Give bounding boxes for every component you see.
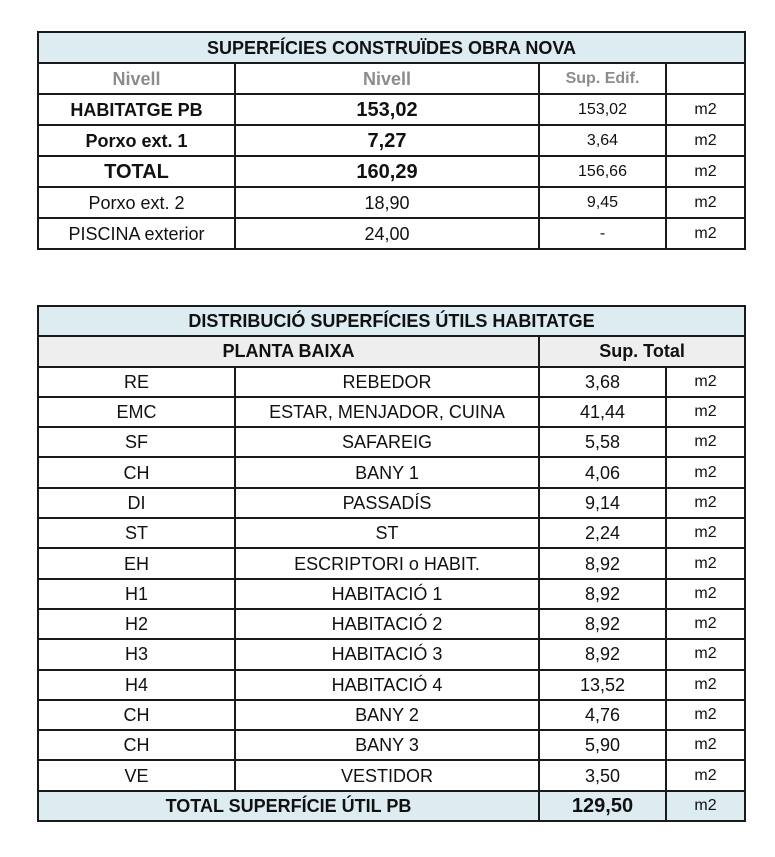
table-row <box>38 457 745 487</box>
table-title-row <box>38 32 745 63</box>
row-name: Porxo ext. 2 <box>38 187 235 218</box>
room-name: ST <box>235 518 539 548</box>
room-code: EH <box>38 548 235 578</box>
room-area: 4,76 <box>539 700 666 730</box>
room-code: RE <box>38 367 235 397</box>
room-unit: m2 <box>666 367 745 397</box>
room-name: HABITACIÓ 2 <box>235 609 539 639</box>
row-edif: 3,64 <box>539 125 666 156</box>
row-unit: m2 <box>666 94 745 125</box>
table-header-row <box>38 63 745 94</box>
room-name: BANY 3 <box>235 730 539 760</box>
table-title: DISTRIBUCIÓ SUPERFÍCIES ÚTILS HABITATGE <box>38 306 745 336</box>
table-row <box>38 670 745 700</box>
room-code: H2 <box>38 609 235 639</box>
room-unit: m2 <box>666 579 745 609</box>
total-unit: m2 <box>666 791 745 821</box>
table-row <box>38 700 745 730</box>
room-name: PASSADÍS <box>235 488 539 518</box>
row-unit: m2 <box>666 125 745 156</box>
row-name: Porxo ext. 1 <box>38 125 235 156</box>
total-row <box>38 791 745 821</box>
row-built: 7,27 <box>235 125 539 156</box>
room-unit: m2 <box>666 548 745 578</box>
table-row <box>38 397 745 427</box>
room-unit: m2 <box>666 488 745 518</box>
table-row <box>38 730 745 760</box>
row-edif: 9,45 <box>539 187 666 218</box>
table-title: SUPERFÍCIES CONSTRUÏDES OBRA NOVA <box>38 32 745 63</box>
room-code: DI <box>38 488 235 518</box>
row-name: HABITATGE PB <box>38 94 235 125</box>
row-name: PISCINA exterior <box>38 218 235 249</box>
row-edif: 156,66 <box>539 156 666 187</box>
row-unit: m2 <box>666 187 745 218</box>
room-area: 41,44 <box>539 397 666 427</box>
room-name: VESTIDOR <box>235 760 539 790</box>
header-sup-edif: Sup. Edif. <box>539 63 666 94</box>
table-row <box>38 156 745 187</box>
table-row <box>38 548 745 578</box>
room-name: BANY 1 <box>235 457 539 487</box>
header-level-2: Nivell <box>235 63 539 94</box>
room-name: BANY 2 <box>235 700 539 730</box>
header-unit <box>666 63 745 94</box>
table-row <box>38 94 745 125</box>
header-total: Sup. Total <box>539 336 745 366</box>
room-code: VE <box>38 760 235 790</box>
room-name: HABITACIÓ 3 <box>235 639 539 669</box>
room-area: 8,92 <box>539 609 666 639</box>
row-built: 24,00 <box>235 218 539 249</box>
room-rows <box>38 367 745 791</box>
room-code: ST <box>38 518 235 548</box>
room-code: CH <box>38 730 235 760</box>
header-floor: PLANTA BAIXA <box>38 336 539 366</box>
built-surfaces-table <box>37 31 746 250</box>
room-unit: m2 <box>666 700 745 730</box>
header-level-1: Nivell <box>38 63 235 94</box>
room-area: 9,14 <box>539 488 666 518</box>
table-row <box>38 488 745 518</box>
room-area: 5,90 <box>539 730 666 760</box>
table-title-row <box>38 306 745 336</box>
room-unit: m2 <box>666 730 745 760</box>
table-row <box>38 218 745 249</box>
room-code: H4 <box>38 670 235 700</box>
room-area: 5,58 <box>539 427 666 457</box>
room-area: 8,92 <box>539 579 666 609</box>
table-header-row <box>38 336 745 366</box>
room-unit: m2 <box>666 397 745 427</box>
room-code: CH <box>38 457 235 487</box>
room-unit: m2 <box>666 670 745 700</box>
row-edif: - <box>539 218 666 249</box>
room-area: 3,68 <box>539 367 666 397</box>
room-area: 2,24 <box>539 518 666 548</box>
row-edif: 153,02 <box>539 94 666 125</box>
total-label: TOTAL SUPERFÍCIE ÚTIL PB <box>38 791 539 821</box>
room-name: ESTAR, MENJADOR, CUINA <box>235 397 539 427</box>
room-name: HABITACIÓ 4 <box>235 670 539 700</box>
table-row <box>38 125 745 156</box>
row-unit: m2 <box>666 156 745 187</box>
row-built: 18,90 <box>235 187 539 218</box>
table-row <box>38 187 745 218</box>
room-area: 4,06 <box>539 457 666 487</box>
room-unit: m2 <box>666 760 745 790</box>
room-area: 8,92 <box>539 639 666 669</box>
useful-surfaces-table <box>37 305 746 822</box>
room-unit: m2 <box>666 457 745 487</box>
room-unit: m2 <box>666 609 745 639</box>
room-area: 3,50 <box>539 760 666 790</box>
room-name: REBEDOR <box>235 367 539 397</box>
table-row <box>38 427 745 457</box>
row-built: 160,29 <box>235 156 539 187</box>
row-name: TOTAL <box>38 156 235 187</box>
room-code: SF <box>38 427 235 457</box>
room-name: SAFAREIG <box>235 427 539 457</box>
table-row <box>38 367 745 397</box>
room-unit: m2 <box>666 639 745 669</box>
room-area: 8,92 <box>539 548 666 578</box>
room-name: ESCRIPTORI o HABIT. <box>235 548 539 578</box>
table-row <box>38 579 745 609</box>
room-unit: m2 <box>666 518 745 548</box>
room-code: CH <box>38 700 235 730</box>
room-name: HABITACIÓ 1 <box>235 579 539 609</box>
row-built: 153,02 <box>235 94 539 125</box>
room-code: EMC <box>38 397 235 427</box>
table-row <box>38 609 745 639</box>
row-unit: m2 <box>666 218 745 249</box>
table-row <box>38 518 745 548</box>
room-code: H3 <box>38 639 235 669</box>
room-unit: m2 <box>666 427 745 457</box>
room-area: 13,52 <box>539 670 666 700</box>
room-code: H1 <box>38 579 235 609</box>
table-row <box>38 639 745 669</box>
table-row <box>38 760 745 790</box>
total-area: 129,50 <box>539 791 666 821</box>
